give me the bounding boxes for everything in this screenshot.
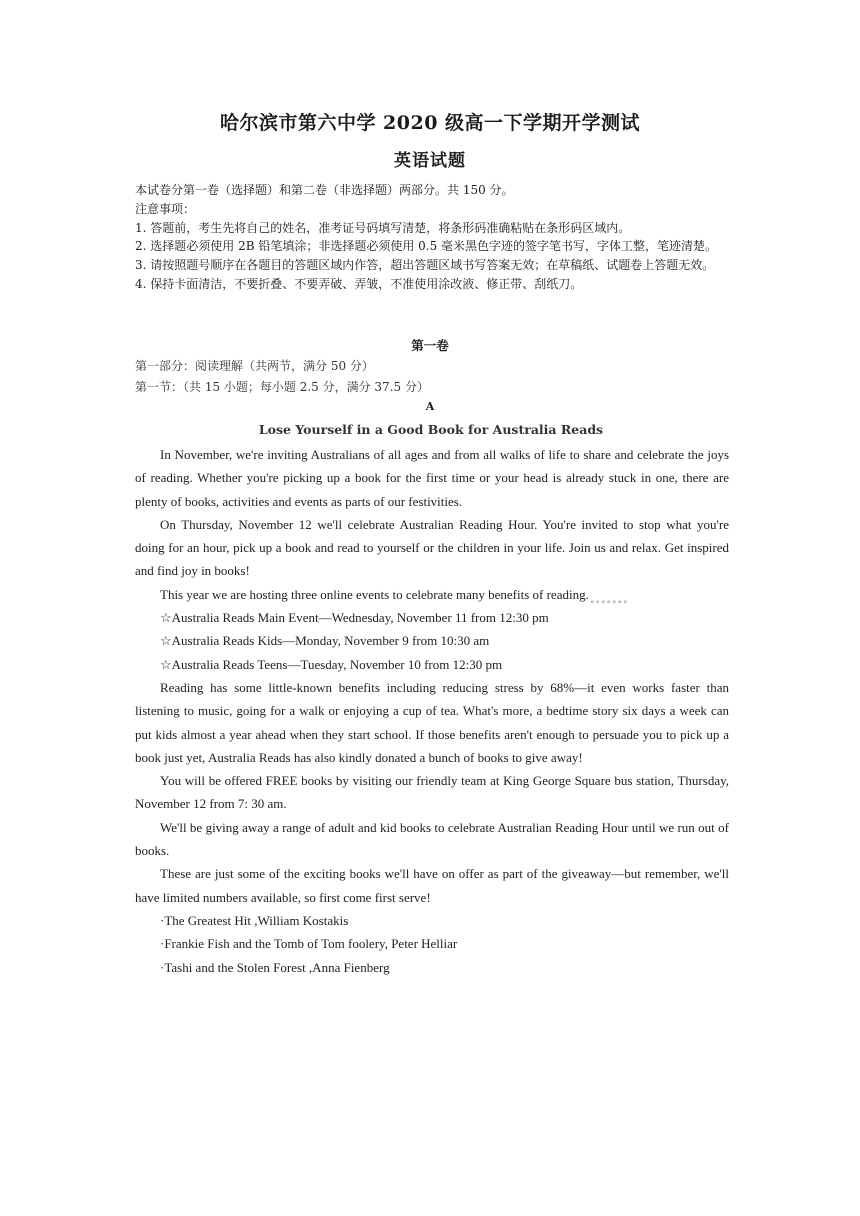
volume-heading: 第一卷 — [411, 338, 449, 353]
instruction-item: 3. 请按照题号顺序在各题目的答题区域内作答，超出答题区域书写答案无效；在草稿纸、试题卷上答题无效。 — [135, 258, 715, 273]
passage-letter: A — [425, 400, 435, 413]
event-item: ☆Australia Reads Teens—Tuesday, November 10 from 12:30 pm — [160, 656, 503, 672]
event-item: ☆Australia Reads Kids—Monday, November 9 from 10:30 am — [160, 633, 490, 649]
passage-title: Lose Yourself in a Good Book for Australia Reads — [258, 422, 604, 437]
book-list-item: ·The Greatest Hit ,William Kostakis — [160, 912, 349, 928]
part-one-heading: 第一部分：阅读理解（共两节，满分 50 分） — [135, 359, 374, 373]
passage-paragraph: Reading has some little-known benefits including reducing stress by 68%—it even works faster than listening to music, going for a walk or enjoying a cup of tea. What's more, a bedtime story six days a week can put kids almost a year ahead when they start school. If those benefits aren't enough to persuade you to pick up a book just yet, Australia Reads has also kindly donated a bunch of books to give away! — [135, 679, 729, 765]
book-list-item: ·Tashi and the Stolen Forest ,Anna Fienberg — [160, 959, 390, 975]
instruction-item: 4. 保持卡面清洁，不要折叠、不要弄破、弄皱，不准使用涂改液、修正带、刮纸刀。 — [135, 276, 583, 291]
decorative-dots: °°°°°°° — [590, 600, 629, 610]
book-list-item: ·Frankie Fish and the Tomb of Tom foolery, Peter Helliar — [160, 936, 458, 952]
passage-paragraph: We'll be giving away a range of adult and kid books to celebrate Australian Reading Hour until we run out of books. — [135, 819, 729, 859]
instruction-intro: 本试卷分第一卷（选择题）和第二卷（非选择题）两部分。共 150 分。 — [135, 183, 514, 197]
exam-title: 哈尔滨市第六中学 2020 级高一下学期开学测试 — [219, 112, 641, 134]
passage-paragraph: This year we are hosting three online events to celebrate many benefits of reading. — [160, 586, 589, 602]
instruction-item: 2. 选择题必须使用 2B 铅笔填涂；非选择题必须使用 0.5 毫米黑色字迹的签字笔书写，字体工整，笔迹清楚。 — [135, 239, 718, 254]
instruction-item: 1. 答题前，考生先将自己的姓名，准考证号码填写清楚，将条形码准确粘贴在条形码区域内。 — [135, 220, 631, 235]
passage-paragraph: These are just some of the exciting books we'll have on offer as part of the giveaway—but remember, we'll have limited numbers available, so first come first serve! — [135, 866, 729, 905]
passage-paragraph: You will be offered FREE books by visiting our friendly team at King George Square bus station, Thursday, November 12 from 7: 30 am. — [135, 773, 729, 812]
exam-subtitle: 英语试题 — [394, 151, 466, 171]
event-item: ☆Australia Reads Main Event—Wednesday, November 11 from 12:30 pm — [160, 610, 549, 626]
instructions-block — [135, 181, 731, 294]
instruction-notice-heading: 注意事项： — [135, 201, 196, 216]
passage-paragraph: In November, we're inviting Australians of all ages and from all walks of life to share and celebrate the joys of reading. Whether you're picking up a book for the first time or your head is already stuck in one, there are plenty of books, activities and events as parts of our festivities. — [135, 447, 729, 509]
passage-paragraph: On Thursday, November 12 we'll celebrate Australian Reading Hour. You're invited to stop what you're doing for an hour, pick up a book and read to yourself or the children in your life. Join us and relax. Get inspired and find joy in books! — [135, 516, 729, 579]
passage-body — [135, 443, 729, 979]
section-one-heading: 第一节：（共 15 小题；每小题 2.5 分，满分 37.5 分） — [135, 380, 429, 394]
